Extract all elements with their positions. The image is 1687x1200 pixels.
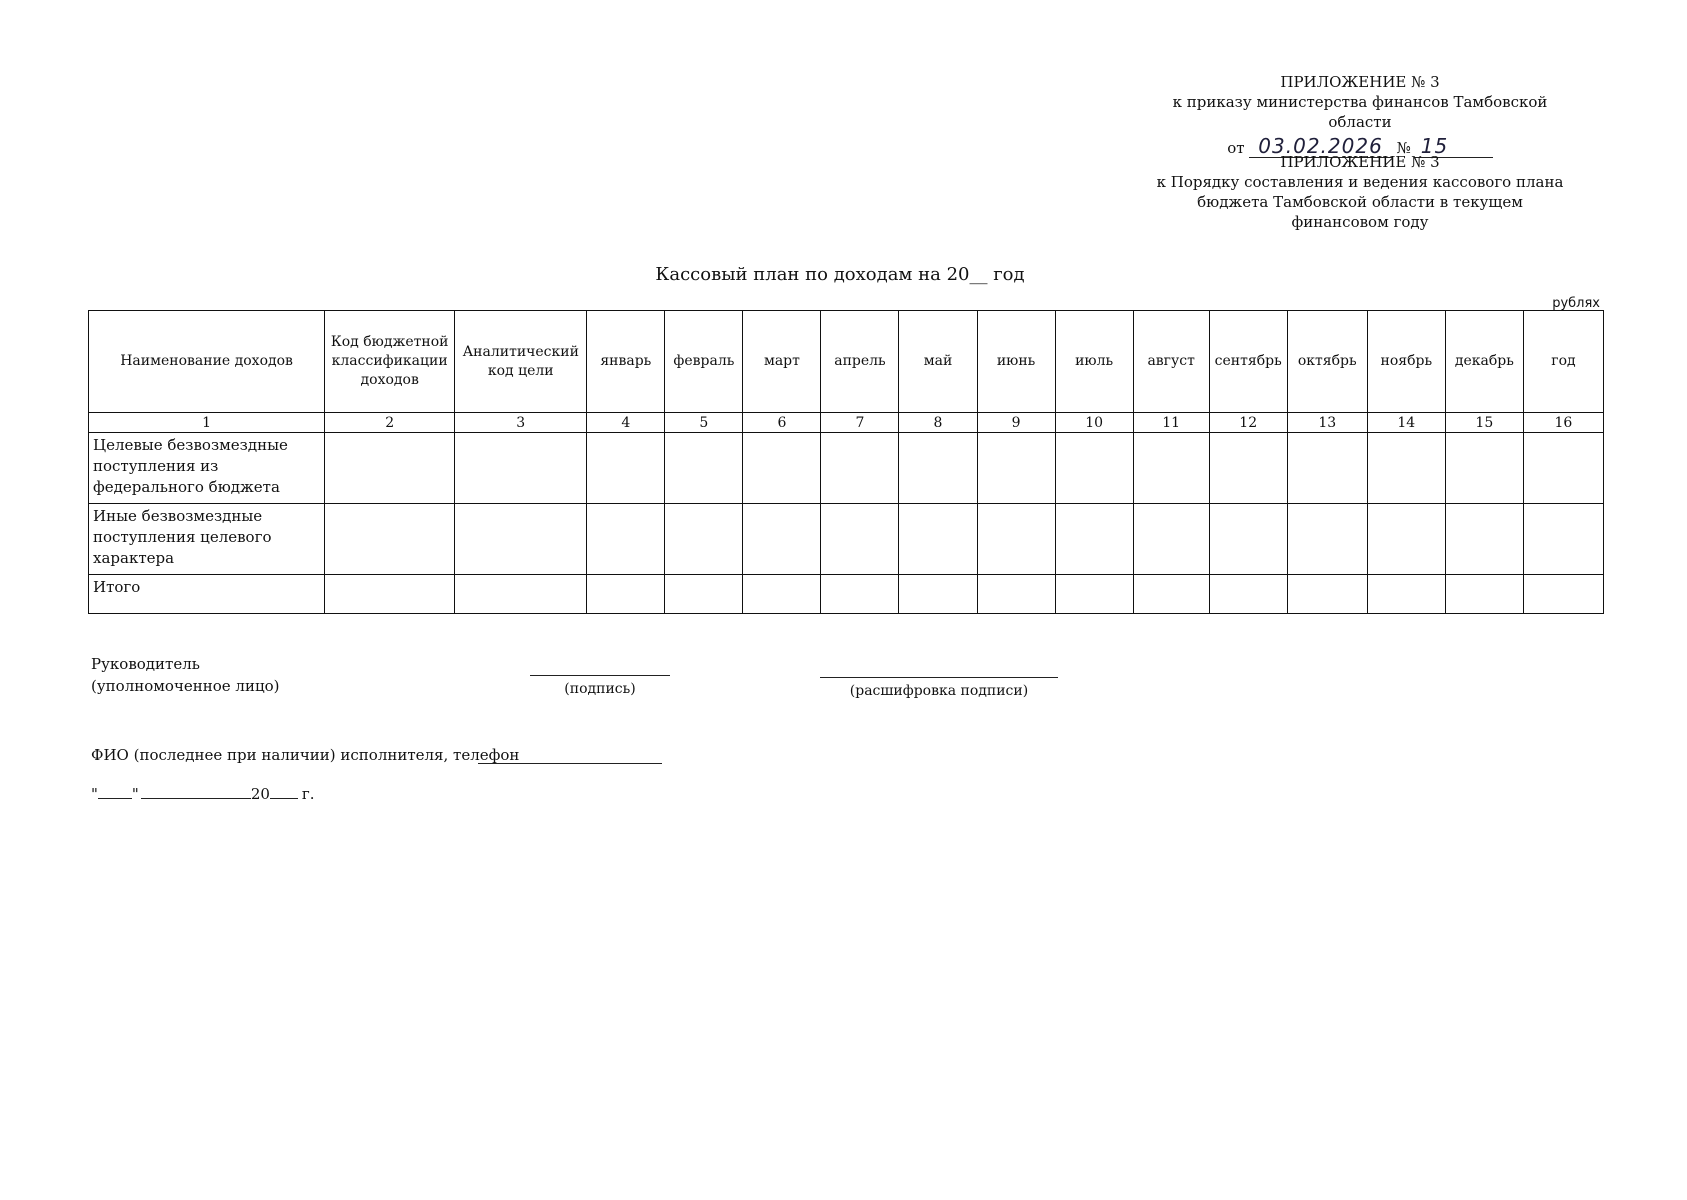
units-label: рублях	[1552, 296, 1600, 311]
date-month-blank	[141, 782, 251, 799]
column-number: 9	[977, 413, 1055, 433]
table-cell	[1209, 433, 1287, 504]
column-number: 10	[1055, 413, 1133, 433]
column-number: 8	[899, 413, 977, 433]
table-cell	[587, 504, 665, 575]
table-cell	[665, 504, 743, 575]
table-cell	[1133, 575, 1209, 614]
table-header-row	[89, 311, 1604, 413]
order-number-handwritten: 15	[1415, 135, 1493, 158]
table-row	[89, 504, 1604, 575]
column-number: 6	[743, 413, 821, 433]
column-number-row	[89, 413, 1604, 433]
col-header: февраль	[665, 311, 743, 413]
cash-plan-table	[88, 310, 1604, 614]
executor-label: ФИО (последнее при наличии) исполнителя, телефон	[91, 746, 520, 764]
table-cell	[1445, 504, 1523, 575]
table-cell	[1367, 433, 1445, 504]
table-cell	[821, 504, 899, 575]
column-number: 4	[587, 413, 665, 433]
table-cell	[1523, 504, 1603, 575]
col-header: март	[743, 311, 821, 413]
table-row	[89, 575, 1604, 614]
procedure-line-2: бюджета Тамбовской области в текущем финансовом году	[1197, 193, 1523, 231]
table-cell	[455, 504, 587, 575]
table-cell	[665, 433, 743, 504]
table-row	[89, 433, 1604, 504]
col-header: октябрь	[1287, 311, 1367, 413]
signature-caption: (подпись)	[564, 681, 636, 697]
col-header: Код бюджетной классификации доходов	[325, 311, 455, 413]
col-header: август	[1133, 311, 1209, 413]
date-suffix: г.	[301, 785, 315, 803]
column-number: 14	[1367, 413, 1445, 433]
column-number: 16	[1523, 413, 1603, 433]
table-cell	[977, 433, 1055, 504]
column-number: 1	[89, 413, 325, 433]
table-cell	[587, 575, 665, 614]
order-header	[1150, 72, 1570, 158]
col-header: декабрь	[1445, 311, 1523, 413]
table-cell	[325, 433, 455, 504]
col-header: июнь	[977, 311, 1055, 413]
column-number: 11	[1133, 413, 1209, 433]
table-cell	[821, 433, 899, 504]
table-cell	[821, 575, 899, 614]
table-cell	[1209, 575, 1287, 614]
row-label-total: Итого	[89, 575, 325, 614]
column-number: 13	[1287, 413, 1367, 433]
table-cell	[743, 433, 821, 504]
procedure-line-1: к Порядку составления и ведения кассового плана	[1156, 173, 1564, 191]
order-reference: к приказу министерства финансов Тамбовской области	[1172, 93, 1548, 131]
table-cell	[1523, 575, 1603, 614]
order-appendix-title: ПРИЛОЖЕНИЕ № 3	[1280, 73, 1440, 91]
table-cell	[1287, 433, 1367, 504]
table-cell	[1287, 504, 1367, 575]
table-cell	[1055, 504, 1133, 575]
decode-caption: (расшифровка подписи)	[849, 683, 1029, 699]
order-from-label: от	[1227, 139, 1245, 157]
table-cell	[977, 504, 1055, 575]
table-cell	[665, 575, 743, 614]
col-header: апрель	[821, 311, 899, 413]
table-cell	[899, 504, 977, 575]
col-header: ноябрь	[1367, 311, 1445, 413]
order-date-handwritten: 03.02.2026	[1249, 135, 1393, 158]
table-cell	[1367, 504, 1445, 575]
table-cell	[1523, 433, 1603, 504]
executor-line	[478, 763, 662, 764]
date-day-blank	[98, 782, 132, 799]
row-label-other-transfers: Иные безвозмездные поступления целевого характера	[89, 504, 325, 575]
table-cell	[1287, 575, 1367, 614]
date-year-blank	[270, 782, 298, 799]
col-header: сентябрь	[1209, 311, 1287, 413]
col-header: июль	[1055, 311, 1133, 413]
decode-line	[820, 677, 1058, 678]
table-cell	[455, 433, 587, 504]
table-cell	[1445, 433, 1523, 504]
table-cell	[899, 575, 977, 614]
signature-line	[530, 675, 670, 676]
col-header: январь	[587, 311, 665, 413]
table-cell	[1367, 575, 1445, 614]
table-cell	[1133, 433, 1209, 504]
table-cell	[1209, 504, 1287, 575]
column-number: 3	[455, 413, 587, 433]
table-cell	[455, 575, 587, 614]
column-number: 12	[1209, 413, 1287, 433]
table-cell	[587, 433, 665, 504]
row-label-federal-transfers: Целевые безвозмездные поступления из федерального бюджета	[89, 433, 325, 504]
table-cell	[743, 575, 821, 614]
table-cell	[899, 433, 977, 504]
col-header: май	[899, 311, 977, 413]
table-cell	[325, 504, 455, 575]
procedure-header	[1150, 152, 1570, 232]
date-year-prefix: 20	[250, 785, 270, 803]
table-cell	[1133, 504, 1209, 575]
column-number: 5	[665, 413, 743, 433]
col-header: Аналитический код цели	[455, 311, 587, 413]
col-header: год	[1523, 311, 1603, 413]
col-header: Наименование доходов	[89, 311, 325, 413]
document-title: Кассовый план по доходам на 20__ год	[655, 264, 1025, 285]
head-label: Руководитель	[91, 655, 200, 673]
date-line	[91, 782, 315, 805]
column-number: 2	[325, 413, 455, 433]
order-number-label: №	[1396, 139, 1411, 157]
table-cell	[743, 504, 821, 575]
table-cell	[977, 575, 1055, 614]
date-quote-close: "	[131, 785, 139, 803]
table-cell	[1055, 433, 1133, 504]
procedure-appendix-title: ПРИЛОЖЕНИЕ № 3	[1280, 153, 1440, 171]
table-cell	[1055, 575, 1133, 614]
table-cell	[1445, 575, 1523, 614]
table-cell	[325, 575, 455, 614]
column-number: 7	[821, 413, 899, 433]
date-quote-open: "	[91, 785, 98, 803]
column-number: 15	[1445, 413, 1523, 433]
head-sub-label: (уполномоченное лицо)	[91, 677, 280, 695]
